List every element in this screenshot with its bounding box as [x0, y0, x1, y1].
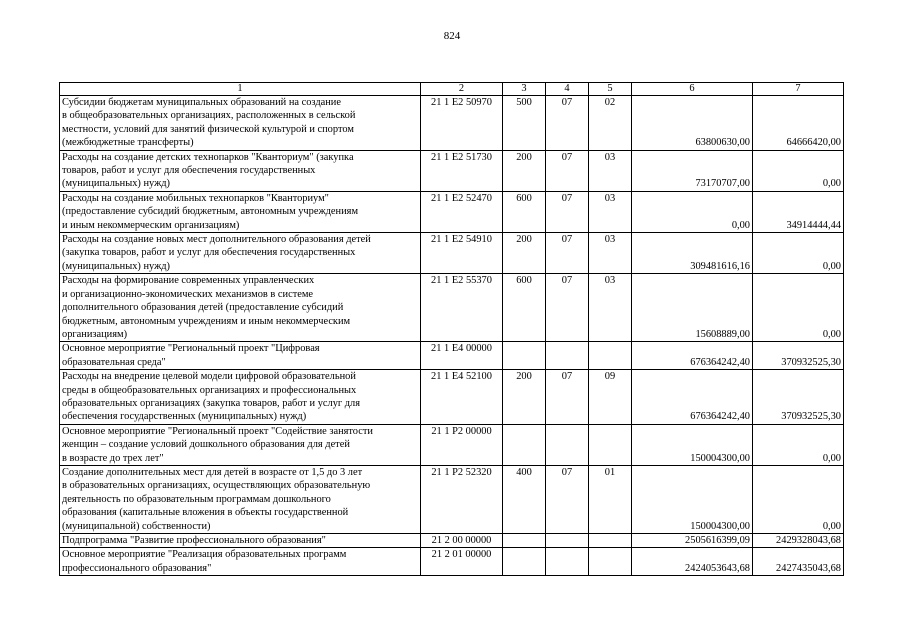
column-header: 2	[421, 83, 503, 96]
table-row	[60, 342, 844, 370]
amount-year-2: 0,00	[753, 424, 844, 465]
amount-year-2: 2427435043,68	[753, 548, 844, 576]
subsection-code: 02	[589, 96, 632, 151]
subsection-code: 03	[589, 191, 632, 232]
column-header: 1	[60, 83, 421, 96]
amount-year-1: 676364242,40	[632, 342, 753, 370]
expense-type-code	[503, 342, 546, 370]
amount-year-2: 0,00	[753, 465, 844, 533]
section-code: 07	[546, 150, 589, 191]
expense-type-code	[503, 534, 546, 548]
section-code: 07	[546, 274, 589, 342]
section-code	[546, 342, 589, 370]
expense-type-code: 200	[503, 370, 546, 425]
expense-type-code	[503, 548, 546, 576]
amount-year-2: 2429328043,68	[753, 534, 844, 548]
amount-year-1: 150004300,00	[632, 465, 753, 533]
expense-type-code: 400	[503, 465, 546, 533]
amount-year-1: 2424053643,68	[632, 548, 753, 576]
amount-year-1: 73170707,00	[632, 150, 753, 191]
expense-type-code: 200	[503, 150, 546, 191]
column-header: 6	[632, 83, 753, 96]
section-code	[546, 548, 589, 576]
section-code: 07	[546, 96, 589, 151]
target-article-code: 21 2 00 00000	[421, 534, 503, 548]
target-article-code: 21 1 E2 51730	[421, 150, 503, 191]
subsection-code: 03	[589, 274, 632, 342]
subsection-code	[589, 342, 632, 370]
table-row	[60, 548, 844, 576]
expense-type-code	[503, 424, 546, 465]
target-article-code: 21 1 P2 52320	[421, 465, 503, 533]
expense-type-code: 600	[503, 274, 546, 342]
table-row	[60, 191, 844, 232]
amount-year-1: 676364242,40	[632, 370, 753, 425]
table-row	[60, 96, 844, 151]
column-header: 3	[503, 83, 546, 96]
row-description: Расходы на внедрение целевой модели цифровой образовательной среды в общеобразовательных организациях и профессиональных образовательных организациях (закупка товаров, работ и услуг для обеспечения государственных (муниципальных) нужд)	[60, 370, 421, 425]
table-row	[60, 370, 844, 425]
section-code	[546, 534, 589, 548]
table-row	[60, 274, 844, 342]
table-row	[60, 233, 844, 274]
amount-year-1: 150004300,00	[632, 424, 753, 465]
table-row	[60, 424, 844, 465]
amount-year-2: 64666420,00	[753, 96, 844, 151]
amount-year-1: 2505616399,09	[632, 534, 753, 548]
section-code	[546, 424, 589, 465]
subsection-code: 03	[589, 233, 632, 274]
column-header: 7	[753, 83, 844, 96]
amount-year-2: 370932525,30	[753, 370, 844, 425]
target-article-code: 21 1 E2 50970	[421, 96, 503, 151]
amount-year-1: 0,00	[632, 191, 753, 232]
page-number: 824	[443, 30, 461, 42]
column-header: 5	[589, 83, 632, 96]
amount-year-1: 309481616,16	[632, 233, 753, 274]
row-description: Субсидии бюджетам муниципальных образований на создание в общеобразовательных организациях, расположенных в сельской местности, условий для занятий физической культурой и спортом (межбюджетные трансферты)	[60, 96, 421, 151]
amount-year-1: 15608889,00	[632, 274, 753, 342]
table-row	[60, 150, 844, 191]
budget-table	[59, 82, 844, 576]
section-code: 07	[546, 191, 589, 232]
row-description: Подпрограмма "Развитие профессионального образования"	[60, 534, 421, 548]
expense-type-code: 500	[503, 96, 546, 151]
row-description: Расходы на создание детских технопарков "Кванториум" (закупка товаров, работ и услуг для обеспечения государственных (муниципальных) нужд)	[60, 150, 421, 191]
target-article-code: 21 1 E2 55370	[421, 274, 503, 342]
row-description: Расходы на формирование современных управленческих и организационно-экономических механизмов в системе дополнительного образования детей (предоставление субсидий бюджетным, автономным учреждениям и иным некоммерческим организациям)	[60, 274, 421, 342]
amount-year-2: 34914444,44	[753, 191, 844, 232]
subsection-code	[589, 548, 632, 576]
target-article-code: 21 1 E2 52470	[421, 191, 503, 232]
subsection-code	[589, 534, 632, 548]
subsection-code: 09	[589, 370, 632, 425]
row-description: Расходы на создание новых мест дополнительного образования детей (закупка товаров, работ и услуг для обеспечения государственных (муниципальных) нужд)	[60, 233, 421, 274]
target-article-code: 21 2 01 00000	[421, 548, 503, 576]
section-code: 07	[546, 233, 589, 274]
row-description: Создание дополнительных мест для детей в возрасте от 1,5 до 3 лет в образовательных организациях, осуществляющих образовательную деятельность по образовательным программам дошкольного образования (капитальные вложения в объекты государственной (муниципальной) собственности)	[60, 465, 421, 533]
table-row	[60, 465, 844, 533]
row-description: Основное мероприятие "Региональный проект "Цифровая образовательная среда"	[60, 342, 421, 370]
target-article-code: 21 1 E4 00000	[421, 342, 503, 370]
target-article-code: 21 1 E4 52100	[421, 370, 503, 425]
amount-year-2: 0,00	[753, 150, 844, 191]
expense-type-code: 200	[503, 233, 546, 274]
row-description: Расходы на создание мобильных технопарков "Кванториум" (предоставление субсидий бюджетным, автономным учреждениям и иным некоммерческим организациям)	[60, 191, 421, 232]
section-code: 07	[546, 370, 589, 425]
row-description: Основное мероприятие "Реализация образовательных программ профессионального образования"	[60, 548, 421, 576]
table-row	[60, 534, 844, 548]
subsection-code: 03	[589, 150, 632, 191]
amount-year-2: 370932525,30	[753, 342, 844, 370]
row-description: Основное мероприятие "Региональный проект "Содействие занятости женщин – создание условий дошкольного образования для детей в возрасте до трех лет"	[60, 424, 421, 465]
column-header: 4	[546, 83, 589, 96]
amount-year-2: 0,00	[753, 233, 844, 274]
target-article-code: 21 1 P2 00000	[421, 424, 503, 465]
section-code: 07	[546, 465, 589, 533]
column-header-row	[60, 83, 844, 96]
target-article-code: 21 1 E2 54910	[421, 233, 503, 274]
subsection-code	[589, 424, 632, 465]
amount-year-1: 63800630,00	[632, 96, 753, 151]
amount-year-2: 0,00	[753, 274, 844, 342]
expense-type-code: 600	[503, 191, 546, 232]
subsection-code: 01	[589, 465, 632, 533]
